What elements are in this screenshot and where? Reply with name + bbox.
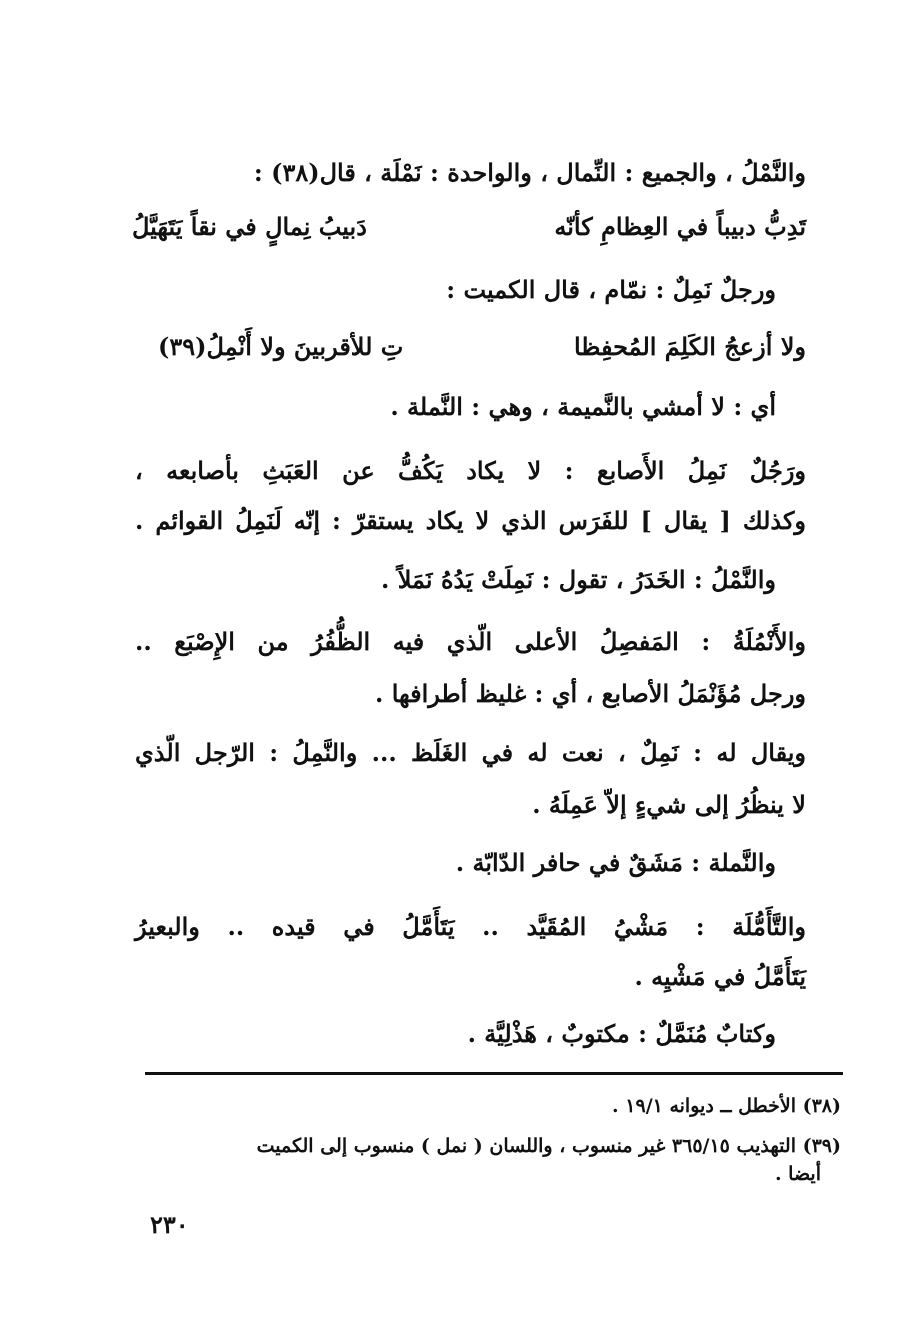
verse-1-hemistich-left: دَبيبُ نِمالٍ في نقاً يَتَهَيَّلُ xyxy=(132,212,367,241)
text-line-6: ورَجُلٌ نَمِلُ الأَصابع : لا يكاد يَكُفُّ عن العَبَثِ بأصابعه ، xyxy=(135,456,806,485)
text-line-10: ورجل مُؤَنْمَلُ الأصابع ، أي : غليظ أطرافها . xyxy=(375,679,806,708)
verse-1-hemistich-right: تَدِبُّ دبيباً في العِظامِ كأنّه xyxy=(554,212,806,241)
text-line-16: وكتابٌ مُنَمَّلٌ : مكتوبٌ ، هَذْلِيَّة . xyxy=(467,1019,776,1048)
footnote-39-continued: أيضا . xyxy=(774,1163,821,1185)
text-line-7: وكذلك [ يقال ] للفَرَس الذي لا يكاد يستقرّ : إنّه لَنَمِلُ القوائم . xyxy=(135,506,806,535)
text-line-12: لا ينظُرُ إلى شيءٍ إلاّ عَمِلَهُ . xyxy=(532,790,806,819)
footnote-separator xyxy=(145,1072,843,1075)
text-line-13: والنَّملة : مَشَقٌ في حافر الدّابّة . xyxy=(455,848,776,877)
text-line-11: ويقال له : نَمِلٌ ، نعت له في الغَلَظ ... والنَّمِلُ : الرّجل الّذي xyxy=(135,738,806,767)
text-line-15: يَتَأَمَّلُ في مَشْيِه . xyxy=(634,962,806,991)
footnote-38: (٣٨) الأخطل ــ ديوانه ١٩/١ . xyxy=(612,1095,841,1117)
text-line-5: أي : لا أمشي بالنَّميمة ، وهي : النَّملة . xyxy=(390,392,776,421)
text-line-3: ورجلٌ نَمِلٌ : نمّام ، قال الكميت : xyxy=(446,275,776,304)
text-line-8: والنَّمْلُ : الخَدَرُ ، تقول : نَمِلَتْ يَدُهُ نَمَلاً . xyxy=(381,565,776,594)
page-number: ٢٣٠ xyxy=(150,1210,189,1239)
verse-2-hemistich-left: تِ للأقربينَ ولا أَنْمِلُ(٣٩) xyxy=(158,332,404,361)
footnote-39: (٣٩) التهذيب ٣٦٥/١٥ غير منسوب ، واللسان ( نمل ) منسوب إلى الكميت xyxy=(256,1135,841,1157)
text-line-1: والنَّمْلُ ، والجميع : النِّمال ، والواحدة : نَمْلَة ، قال(٣٨) : xyxy=(253,158,806,187)
text-line-9: والأَنْمُلَةُ : المَفصِلُ الأعلى الّذي فيه الظُّفُرُ من الإِصْبَع .. xyxy=(135,627,807,656)
text-line-14: والتَّأَمُّلَة : مَشْيُ المُقَيَّد .. يَتَأَمَّلُ في قيده .. والبعيرُ xyxy=(135,912,806,941)
verse-2-hemistich-right: ولا أزعجُ الكَلِمَ المُحفِظا xyxy=(573,332,806,361)
